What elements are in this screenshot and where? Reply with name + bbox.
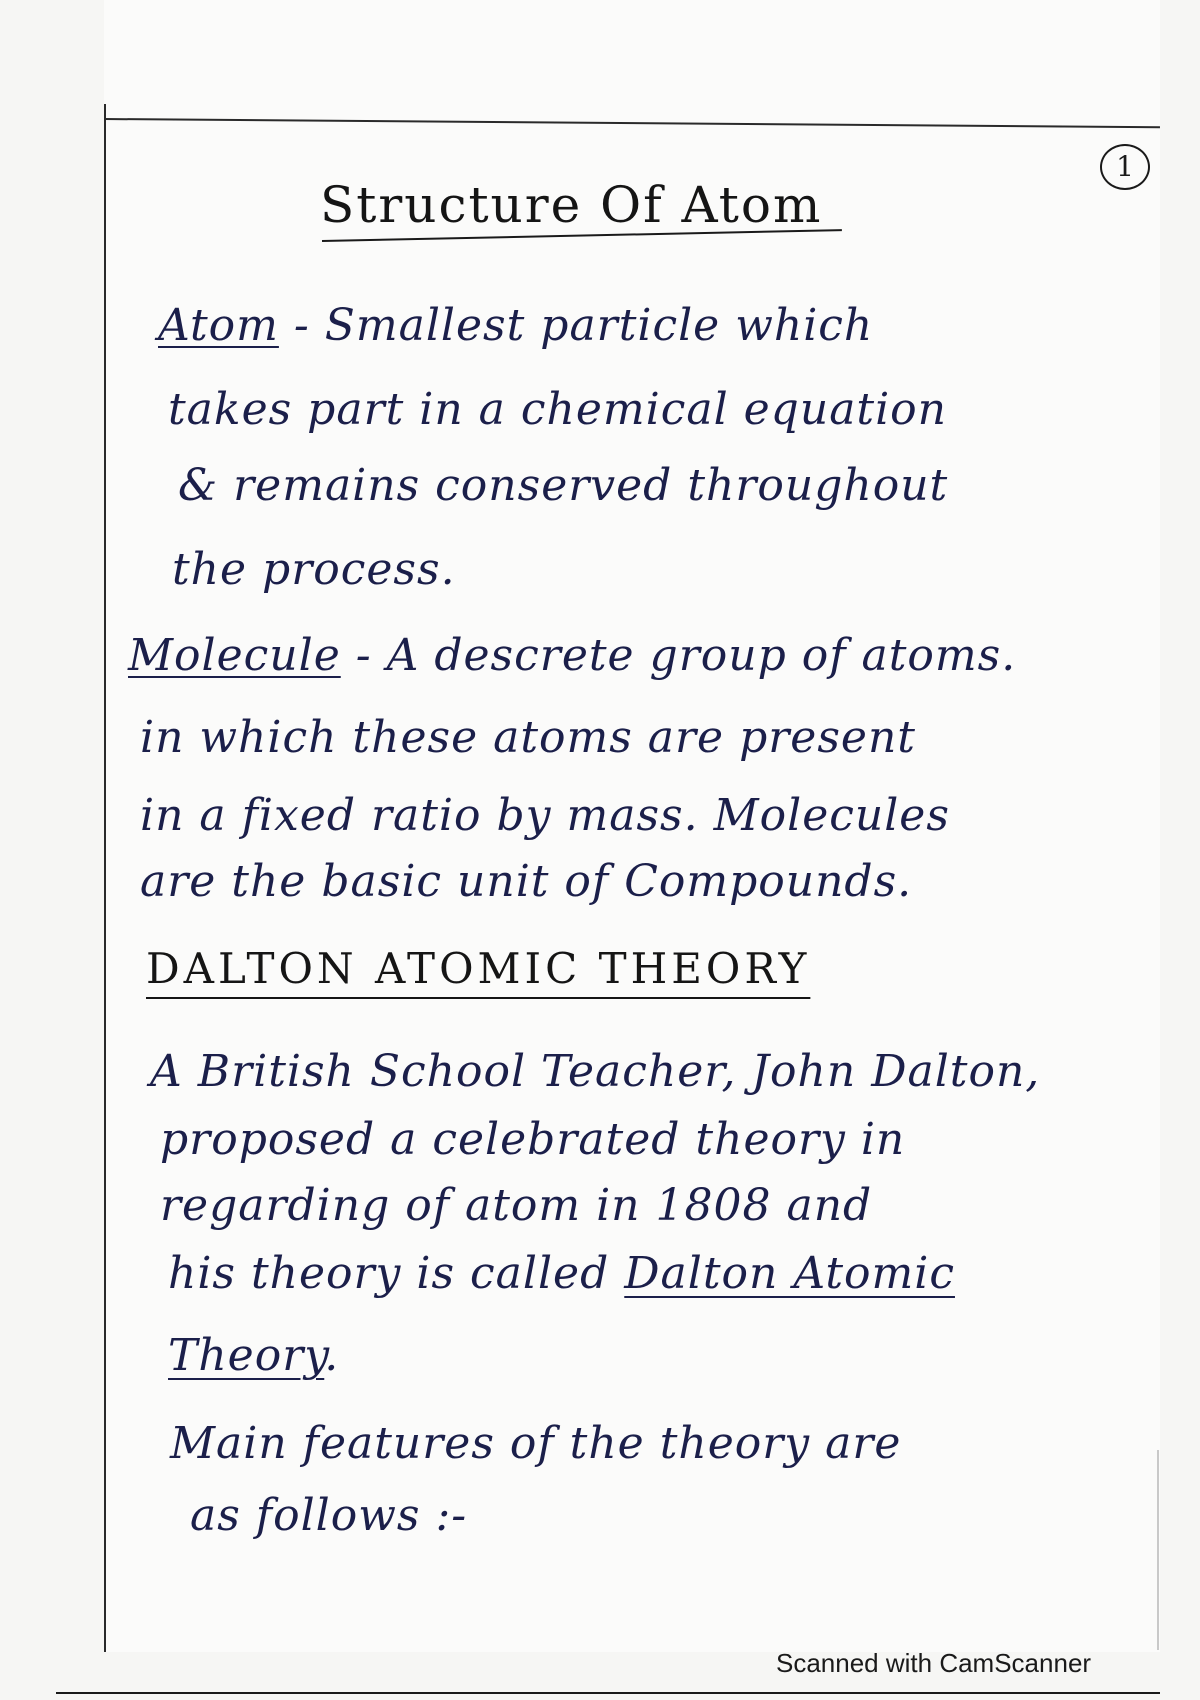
atom-term: Atom	[158, 300, 279, 351]
molecule-term: Molecule	[128, 630, 341, 681]
page-title: Structure Of Atom	[320, 176, 823, 234]
molecule-definition-line-3: in a fixed ratio by mass. Molecules	[140, 790, 950, 841]
dalton-heading: DALTON ATOMIC THEORY	[146, 944, 811, 993]
page-left-margin-rule	[104, 104, 106, 1652]
dalton-line-4: his theory is called Dalton Atomic	[168, 1248, 955, 1299]
atom-definition-line-2: takes part in a chemical equation	[168, 384, 948, 435]
molecule-definition-line-4: are the basic unit of Compounds.	[140, 856, 913, 907]
bottom-rule	[56, 1692, 1160, 1694]
page-number-circle: 1	[1100, 144, 1150, 190]
dalton-line-3: regarding of atom in 1808 and	[160, 1180, 873, 1231]
molecule-definition-line-2: in which these atoms are present	[140, 712, 916, 763]
features-line-1: Main features of the theory are	[170, 1418, 902, 1469]
dalton-line-1: A British School Teacher, John Dalton,	[150, 1046, 1041, 1097]
molecule-definition-line-1: Molecule - A descrete group of atoms.	[128, 630, 1017, 681]
atom-definition-line-3: & remains conserved throughout	[178, 460, 949, 511]
dalton-line-5: Theory.	[168, 1330, 340, 1381]
atom-definition-line-1: Atom - Smallest particle which	[158, 300, 874, 351]
dalton-atomic-underlined: Dalton Atomic	[624, 1248, 955, 1299]
features-line-2: as follows :-	[190, 1490, 468, 1541]
theory-underlined: Theory	[168, 1330, 325, 1381]
camscanner-footer: Scanned with CamScanner	[776, 1648, 1092, 1678]
atom-definition-line-4: the process.	[172, 544, 456, 595]
page-right-edge	[1157, 1450, 1159, 1650]
dalton-line-2: proposed a celebrated theory in	[160, 1114, 906, 1165]
